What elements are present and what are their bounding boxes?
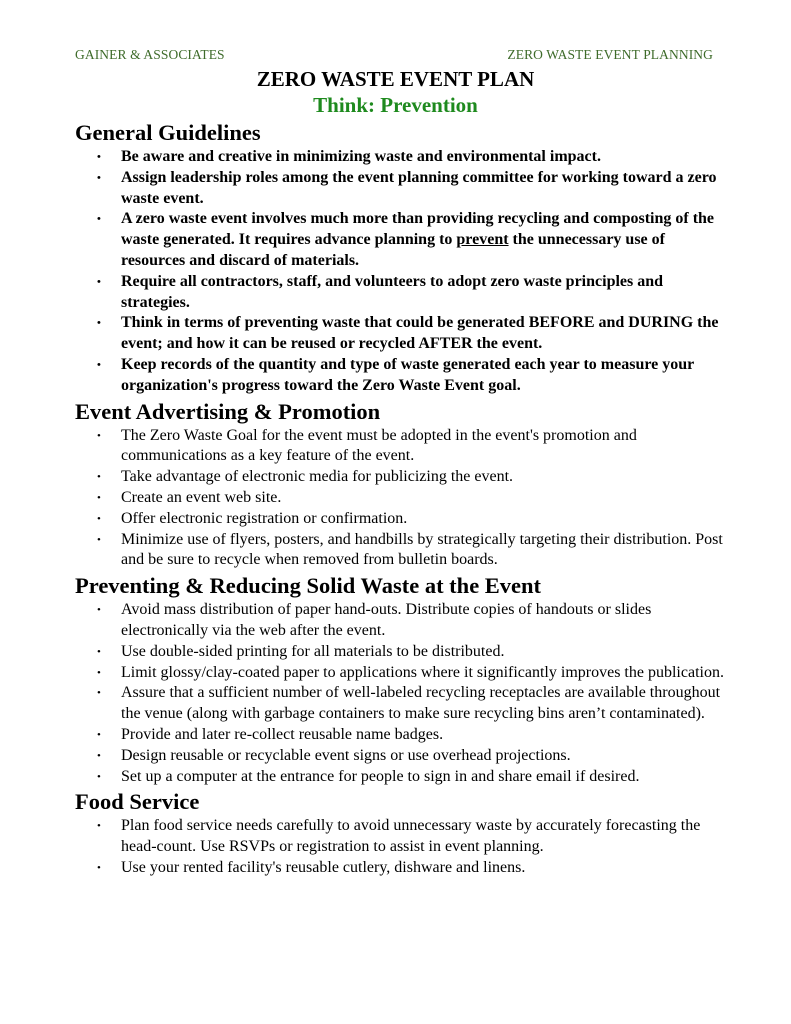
page-title: ZERO WASTE EVENT PLAN [256, 67, 535, 91]
list-item: • Assure that a sufficient number of well-labeled recycling receptacles are available throughout the venue (along with garbage containers to make sure recycling bins aren’t contaminated). [97, 684, 721, 723]
bullet-icon: • [97, 358, 101, 371]
header-topic: ZERO WASTE EVENT PLANNING [507, 47, 713, 62]
section-heading-food-service: Food Service [75, 789, 200, 815]
underlined-word: prevent [456, 231, 509, 249]
list-item: • Set up a computer at the entrance for people to sign in and share email if desired. [75, 767, 725, 788]
advertising-promotion-list [75, 426, 725, 572]
bullet-icon: • [97, 151, 101, 163]
bullet-icon: • [97, 645, 101, 658]
list-item: • Provide and later re-collect reusable name badges. [75, 725, 725, 746]
page-header [75, 47, 713, 63]
bullet-icon: • [97, 317, 101, 330]
food-service-list [75, 816, 725, 878]
list-item: • Take advantage of electronic media for publicizing the event. [75, 467, 725, 488]
list-item: • Limit glossy/clay-coated paper to applications where it significantly improves the publication. [75, 663, 725, 684]
bullet-icon: • [97, 728, 101, 741]
page-subtitle: Think: Prevention [313, 93, 478, 117]
bullet-icon: • [97, 820, 101, 833]
bullet-icon: • [97, 275, 101, 288]
list-item: • Plan food service needs carefully to avoid unnecessary waste by accurately forecasting the head-count. Use RSVPs or registration to assist in event planning. [97, 817, 701, 856]
list-item: • Design reusable or recyclable event signs or use overhead projections. [75, 746, 725, 767]
list-item: • Use your rented facility's reusable cutlery, dishware and linens. [75, 858, 725, 879]
list-item: • Require all contractors, staff, and volunteers to adopt zero waste principles and strategies. [97, 272, 664, 311]
header-company: GAINER & ASSOCIATES [75, 47, 225, 62]
bullet-icon: • [97, 213, 101, 226]
section-heading-solid-waste: Preventing & Reducing Solid Waste at the Event [75, 573, 542, 599]
list-item: • Be aware and creative in minimizing waste and environmental impact. [75, 147, 725, 168]
bullet-icon: • [97, 666, 101, 679]
general-guidelines-list [75, 147, 725, 397]
bullet-icon: • [97, 429, 101, 442]
solid-waste-list [75, 600, 725, 787]
bullet-icon: • [97, 770, 101, 783]
bullet-icon: • [97, 861, 101, 874]
bullet-icon: • [97, 491, 101, 504]
list-item: • Avoid mass distribution of paper hand-outs. Distribute copies of handouts or slides electronically via the web after the event. [97, 601, 652, 639]
list-item: • Create an event web site. [75, 488, 725, 509]
document-body [75, 118, 725, 879]
list-item: • The Zero Waste Goal for the event must be adopted in the event's promotion and communications as a key feature of the event. [97, 426, 637, 465]
list-item: • Assign leadership roles among the event planning committee for working toward a zero waste event. [97, 168, 717, 207]
bullet-icon: • [97, 171, 101, 184]
bullet-icon: • [97, 471, 101, 484]
list-item: • Offer electronic registration or confirmation. [75, 509, 725, 530]
list-item: • Keep records of the quantity and type of waste generated each year to measure your organization's progress toward the Zero Waste Event goal. [97, 355, 694, 394]
bullet-icon: • [97, 533, 101, 546]
list-item: • A zero waste event involves much more than providing recycling and composting of the waste generated. It requires advance planning to prevent the unnecessary use of resources and discard of materials. [97, 210, 715, 269]
list-item: • Use double-sided printing for all materials to be distributed. [75, 642, 725, 663]
bullet-icon: • [97, 749, 101, 762]
section-heading-advertising-promotion: Event Advertising & Promotion [75, 398, 381, 424]
section-heading-general-guidelines: General Guidelines [75, 120, 261, 145]
bullet-icon: • [97, 512, 101, 525]
bullet-icon: • [97, 687, 101, 700]
list-item: • Minimize use of flyers, posters, and handbills by strategically targeting their distribution. Post and be sure to recycle when removed from bulletin boards. [97, 530, 723, 569]
bullet-icon: • [97, 604, 101, 617]
list-item: • Think in terms of preventing waste that could be generated BEFORE and DURING the event; and how it can be reused or recycled AFTER the event. [97, 314, 719, 353]
